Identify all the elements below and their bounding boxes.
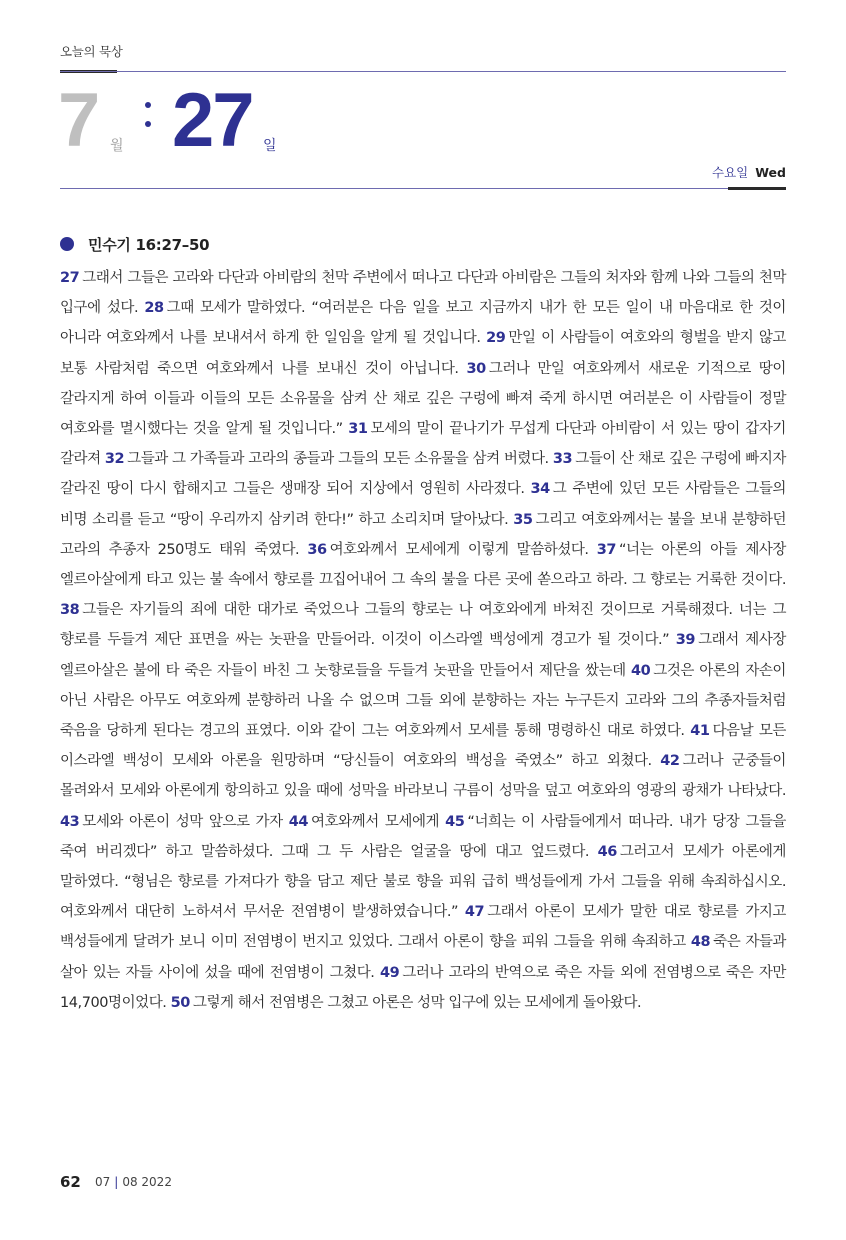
weekday-english: Wed	[755, 165, 786, 180]
verse-number: 37	[596, 541, 616, 558]
verse-number: 38	[60, 602, 80, 619]
verse-text: 여호와께서 모세에게 이렇게 말씀하셨다.	[329, 541, 589, 558]
verse-text: 그러나 고라의 반역으로 죽은 자들 외에 전염병으로 죽은 자만 14,700명이었다.	[60, 964, 786, 1011]
verse-number: 43	[60, 813, 80, 830]
header-divider	[60, 188, 786, 189]
verse-text: 여호와께서 모세에게	[311, 813, 440, 830]
verse-text: 그것은 아론의 자손이 아닌 사람은 아무도 여호와께 분향하러 나올 수 없으며 그들 외에 분향하는 자는 누구든지 고라와 그의 추종자들처럼 죽음을 당하게 된다는 경고의 표였다. 이와 같이 그는 여호와께서 모세를 통해 명령하신 대로 하였다.	[60, 662, 786, 740]
verse-number: 32	[104, 451, 125, 468]
verse-number: 47	[464, 904, 485, 921]
verse-text: 만일 이 사람들이 여호와의 형벌을 받지 않고 보통 사람처럼 죽으면 여호와께서 나를 보내신 것이 아닙니다.	[60, 330, 786, 377]
verse-text: 그 주변에 있던 모든 사람들은 그들의 비명 소리를 듣고 “땅이 우리까지 삼키려 한다!” 하고 소리치며 달아났다.	[60, 481, 786, 528]
bullet-dot-icon	[60, 237, 74, 251]
page-number: 62	[60, 1173, 81, 1191]
issue-month: 07	[95, 1175, 111, 1189]
verse-number: 48	[690, 934, 711, 951]
verse-text: 그러나 군중들이 몰려와서 모세와 아론에게 항의하고 있을 때에 성막을 바라보니 구름이 성막을 덮고 여호와의 영광의 광채가 나타났다.	[60, 753, 786, 800]
verse-number: 35	[513, 511, 533, 528]
verse-number: 33	[552, 451, 573, 468]
verse-number: 34	[530, 481, 550, 498]
passage-reference: 민수기 16:27–50	[88, 236, 210, 254]
verse-text: 그래서 제사장 엘르아살은 불에 타 죽은 자들이 바친 그 놋향로들을 두들겨 놋판을 만들어서 제단을 쌌는데	[60, 632, 786, 679]
verse-text: 그래서 아론이 모세가 말한 대로 향로를 가지고 백성들에게 달려가 보니 이미 전염병이 번지고 있었다. 그래서 아론이 향을 피워 그들을 위해 속죄하고	[60, 904, 786, 951]
top-divider	[60, 71, 786, 72]
verse-text: 모세와 아론이 성막 앞으로 가자	[82, 813, 283, 830]
passage-body	[60, 263, 786, 1018]
verse-number: 28	[144, 300, 164, 317]
verse-number: 27	[60, 270, 80, 286]
verse-text: 그들은 자기들의 죄에 대한 대가로 죽었으나 그들의 향로는 나 여호와에게 바쳐진 것이므로 거룩해졌다. 너는 그 향로를 두들겨 제단 표면을 싸는 놋판을 만들어라. 이것이 이스라엘 백성에게 경고가 될 것이다.”	[60, 602, 786, 649]
verse-text: “너희는 이 사람들에게서 떠나라. 내가 당장 그들을 죽여 버리겠다” 하고 말씀하셨다. 그때 그 두 사람은 얼굴을 땅에 대고 엎드렸다.	[60, 813, 786, 860]
verse-number: 45	[445, 813, 465, 830]
verse-number: 29	[486, 330, 506, 347]
verse-text: 그들이 산 채로 깊은 구렁에 빠지자 갈라진 땅이 다시 합해지고 그들은 생매장 되어 지상에서 영원히 사라졌다.	[60, 451, 786, 498]
verse-text: 그러나 만일 여호와께서 새로운 기적으로 땅이 갈라지게 하여 이들과 이들의 모든 소유물을 삼켜 산 채로 깊은 구렁에 빠져 죽게 하시면 여러분은 이 사람들이 정말 여호와를 멸시했다는 것을 알게 될 것입니다.”	[60, 360, 786, 438]
weekday-korean: 수요일	[712, 165, 749, 180]
issue-separator: |	[114, 1175, 119, 1189]
verse-number: 31	[348, 421, 368, 438]
verse-number: 42	[660, 753, 680, 770]
verse-text: 모세의 말이 끝나기가 무섭게 다단과 아비람이 서 있는 땅이 갑자기 갈라져	[60, 421, 786, 468]
verse-text: 그때 모세가 말하였다. “여러분은 다음 일을 보고 지금까지 내가 한 모든 일이 내 마음대로 한 것이 아니라 여호와께서 나를 보내셔서 하게 한 일임을 알게 될 것입니다.	[60, 300, 786, 347]
verse-number: 30	[466, 360, 486, 377]
verse-text: 죽은 자들과 살아 있는 자들 사이에 섰을 때에 전염병이 그쳤다.	[60, 934, 786, 981]
verse-number: 49	[380, 964, 400, 981]
verse-text: 그렇게 해서 전염병은 그쳤고 아론은 성막 입구에 있는 모세에게 돌아왔다.	[192, 994, 642, 1011]
verse-number: 41	[690, 723, 710, 740]
issue-year: 08 2022	[122, 1175, 172, 1189]
verse-text: 그래서 그들은 고라와 다단과 아비람의 천막 주변에서 떠나고 다단과 아비람은 그들의 처자와 함께 나와 그들의 천막 입구에 섰다.	[60, 270, 786, 317]
day-unit: 일	[263, 138, 277, 154]
weekday-label	[712, 163, 786, 181]
verse-text: 그들과 그 가족들과 고라의 종들과 그들의 모든 소유물을 삼켜 버렸다.	[127, 451, 549, 468]
issue-date	[95, 1175, 172, 1189]
verse-text: 그리고 여호와께서는 불을 보내 분향하던 고라의 추종자 250명도 태워 죽였다.	[60, 511, 786, 558]
header-divider-accent	[728, 187, 786, 190]
day-number: 27	[172, 78, 253, 163]
verse-number: 50	[170, 994, 190, 1011]
date-separator-icon	[145, 102, 155, 140]
verse-number: 40	[631, 662, 651, 679]
verse-number: 39	[675, 632, 696, 649]
verse-text: “너는 아론의 아들 제사장 엘르아살에게 타고 있는 불 속에서 향로를 끄집어내어 그 속의 불을 다른 곳에 쏟으라고 하라. 그 향로는 거룩한 것이다.	[60, 541, 786, 589]
verse-number: 44	[288, 813, 309, 830]
verse-number: 36	[307, 541, 327, 558]
section-label: 오늘의 묵상	[60, 44, 123, 59]
verse-number: 46	[597, 843, 617, 860]
month-unit: 월	[110, 138, 124, 154]
verse-text: 다음날 모든 이스라엘 백성이 모세와 아론을 원망하며 “당신들이 여호와의 백성을 죽였소” 하고 외쳤다.	[60, 723, 786, 770]
verse-text: 그러고서 모세가 아론에게 말하였다. “형님은 향로를 가져다가 향을 담고 제단 불로 향을 피워 급히 백성들에게 가서 그들을 위해 속죄하십시오. 여호와께서 대단히 노하셔서 무서운 전염병이 발생하였습니다.”	[60, 843, 786, 921]
month-number: 7	[58, 78, 99, 163]
